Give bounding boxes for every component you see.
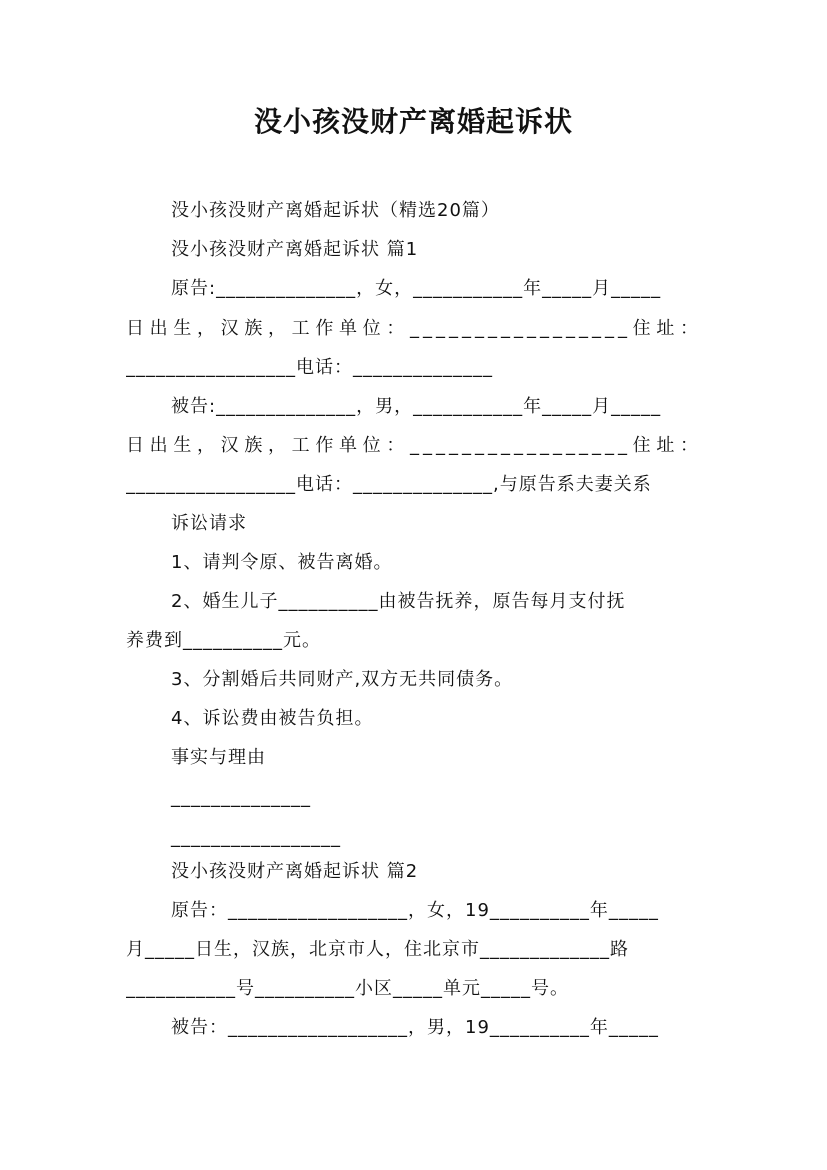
defendant-phone-line: _________________电话：______________,与原告系夫妻关系 [126,474,652,495]
subtitle-line: 没小孩没财产离婚起诉状（精选20篇） [171,200,500,221]
section-heading-2: 没小孩没财产离婚起诉状 篇2 [171,861,419,882]
claim-item-1: 1、请判令原、被告离婚。 [171,552,393,573]
plaintiff-details-line: 日出生，汉族，工作单位：_________________住址： [126,318,702,339]
plaintiff-line: 原告:______________，女，___________年_____月_____ [171,278,662,299]
facts-heading: 事实与理由 [171,747,266,768]
defendant-line: 被告:______________，男，___________年_____月_____ [171,396,662,417]
blank-line-2: _________________ [171,827,341,848]
claims-heading: 诉讼请求 [171,513,247,534]
plaintiff-address-cont: ___________号__________小区_____单元_____号。 [126,978,569,999]
blank-line-1: ______________ [171,787,311,808]
claim-item-3: 3、分割婚后共同财产,双方无共同债务。 [171,669,514,690]
section-heading-1: 没小孩没财产离婚起诉状 篇1 [171,239,419,260]
document-title: 没小孩没财产离婚起诉状 [253,105,573,138]
claim-item-4: 4、诉讼费由被告负担。 [171,708,374,729]
claim-item-2-cont: 养费到__________元。 [126,630,321,651]
plaintiff-phone-line: _________________电话：______________ [126,357,493,378]
plaintiff-address-line: 月_____日生，汉族，北京市人，住北京市_____________路 [126,939,629,960]
claim-item-2: 2、婚生儿子__________由被告抚养，原告每月支付抚 [171,591,626,612]
defendant-line-2: 被告：__________________，男，19__________年_____ [171,1017,659,1038]
plaintiff-line-2: 原告：__________________，女，19__________年_____ [171,900,659,921]
defendant-details-line: 日出生，汉族，工作单位：_________________住址： [126,435,702,456]
